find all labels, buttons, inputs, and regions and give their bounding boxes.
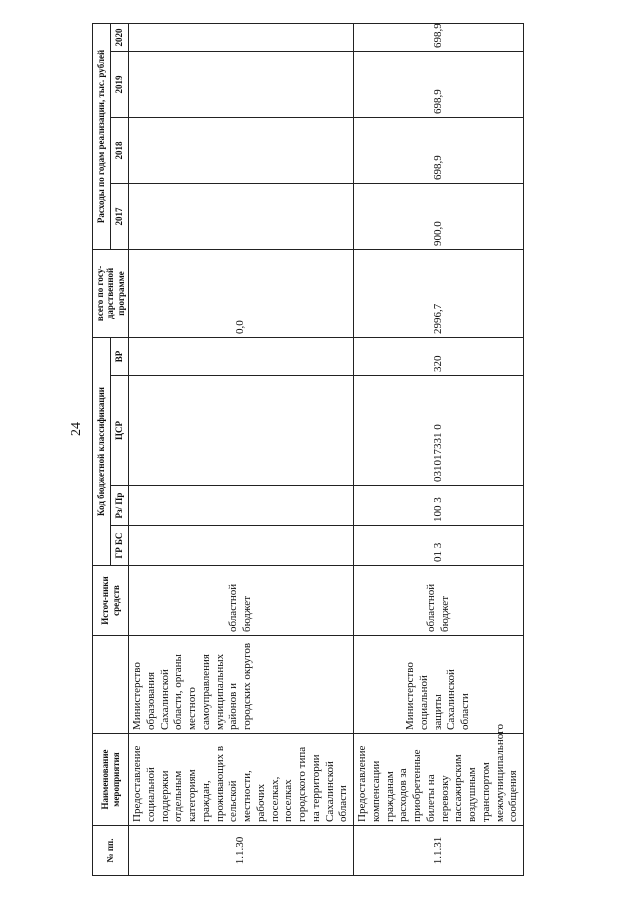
row-rzpr xyxy=(129,486,354,526)
header-expenses: Расходы по годам реализации, тыс. рублей xyxy=(93,23,111,249)
header-executor xyxy=(93,636,129,734)
budget-table xyxy=(92,23,524,876)
header-name: Наименование мероприятия xyxy=(93,734,129,826)
header-rzpr: Рз/ Пр xyxy=(111,486,129,526)
row-vr: 320 xyxy=(354,337,524,375)
row-grbs: 01 3 xyxy=(354,526,524,566)
row-vr xyxy=(129,337,354,375)
table-header-row-1 xyxy=(93,23,111,875)
row-source: областной бюджет xyxy=(129,566,354,636)
row-2020 xyxy=(129,23,354,51)
row-grbs xyxy=(129,526,354,566)
row-total: 0,0 xyxy=(129,249,354,337)
header-total: всего по госу-дарственной программе xyxy=(93,249,129,337)
row-2017 xyxy=(129,183,354,249)
table-row xyxy=(354,23,524,875)
header-2020: 2020 xyxy=(111,23,129,51)
header-2019: 2019 xyxy=(111,51,129,117)
row-total: 2996,7 xyxy=(354,249,524,337)
rotated-table-frame xyxy=(92,0,520,876)
header-vr: ВР xyxy=(111,337,129,375)
row-2019: 698,9 xyxy=(354,51,524,117)
table-row xyxy=(129,23,354,875)
row-no: 1.1.31 xyxy=(354,826,524,876)
row-name: Предоставление компенсации гражданам расходов за приобретенные билеты на перевозку пассажирским воздушным транспортом межмуниципального сообщения xyxy=(354,734,524,826)
row-2018: 698,9 xyxy=(354,117,524,183)
row-2018 xyxy=(129,117,354,183)
header-csr: ЦСР xyxy=(111,376,129,486)
row-name: Предоставление социальной поддержки отдельным категориям граждан, проживающих в сельской местности, рабочих поселках, поселках городского типа на территории Сахалинской области xyxy=(129,734,354,826)
header-2018: 2018 xyxy=(111,117,129,183)
header-grbs: ГР БС xyxy=(111,526,129,566)
row-executor: Министерство образования Сахалинской области, органы местного самоуправления муниципальных районов и городских округов xyxy=(129,636,354,734)
header-budget-code: Код бюджетной классификации xyxy=(93,337,111,565)
header-no: № пп. xyxy=(93,826,129,876)
row-rzpr: 100 3 xyxy=(354,486,524,526)
row-csr xyxy=(129,376,354,486)
page-number: 24 xyxy=(69,422,84,436)
row-csr: 031017331 0 xyxy=(354,376,524,486)
row-executor: Министерство социальной защиты Сахалинской области xyxy=(354,636,524,734)
header-2017: 2017 xyxy=(111,183,129,249)
row-2017: 900,0 xyxy=(354,183,524,249)
row-2020: 698,9 xyxy=(354,23,524,51)
row-2019 xyxy=(129,51,354,117)
row-no: 1.1.30 xyxy=(129,826,354,876)
header-source: Источ-ники средств xyxy=(93,566,129,636)
row-source: областной бюджет xyxy=(354,566,524,636)
